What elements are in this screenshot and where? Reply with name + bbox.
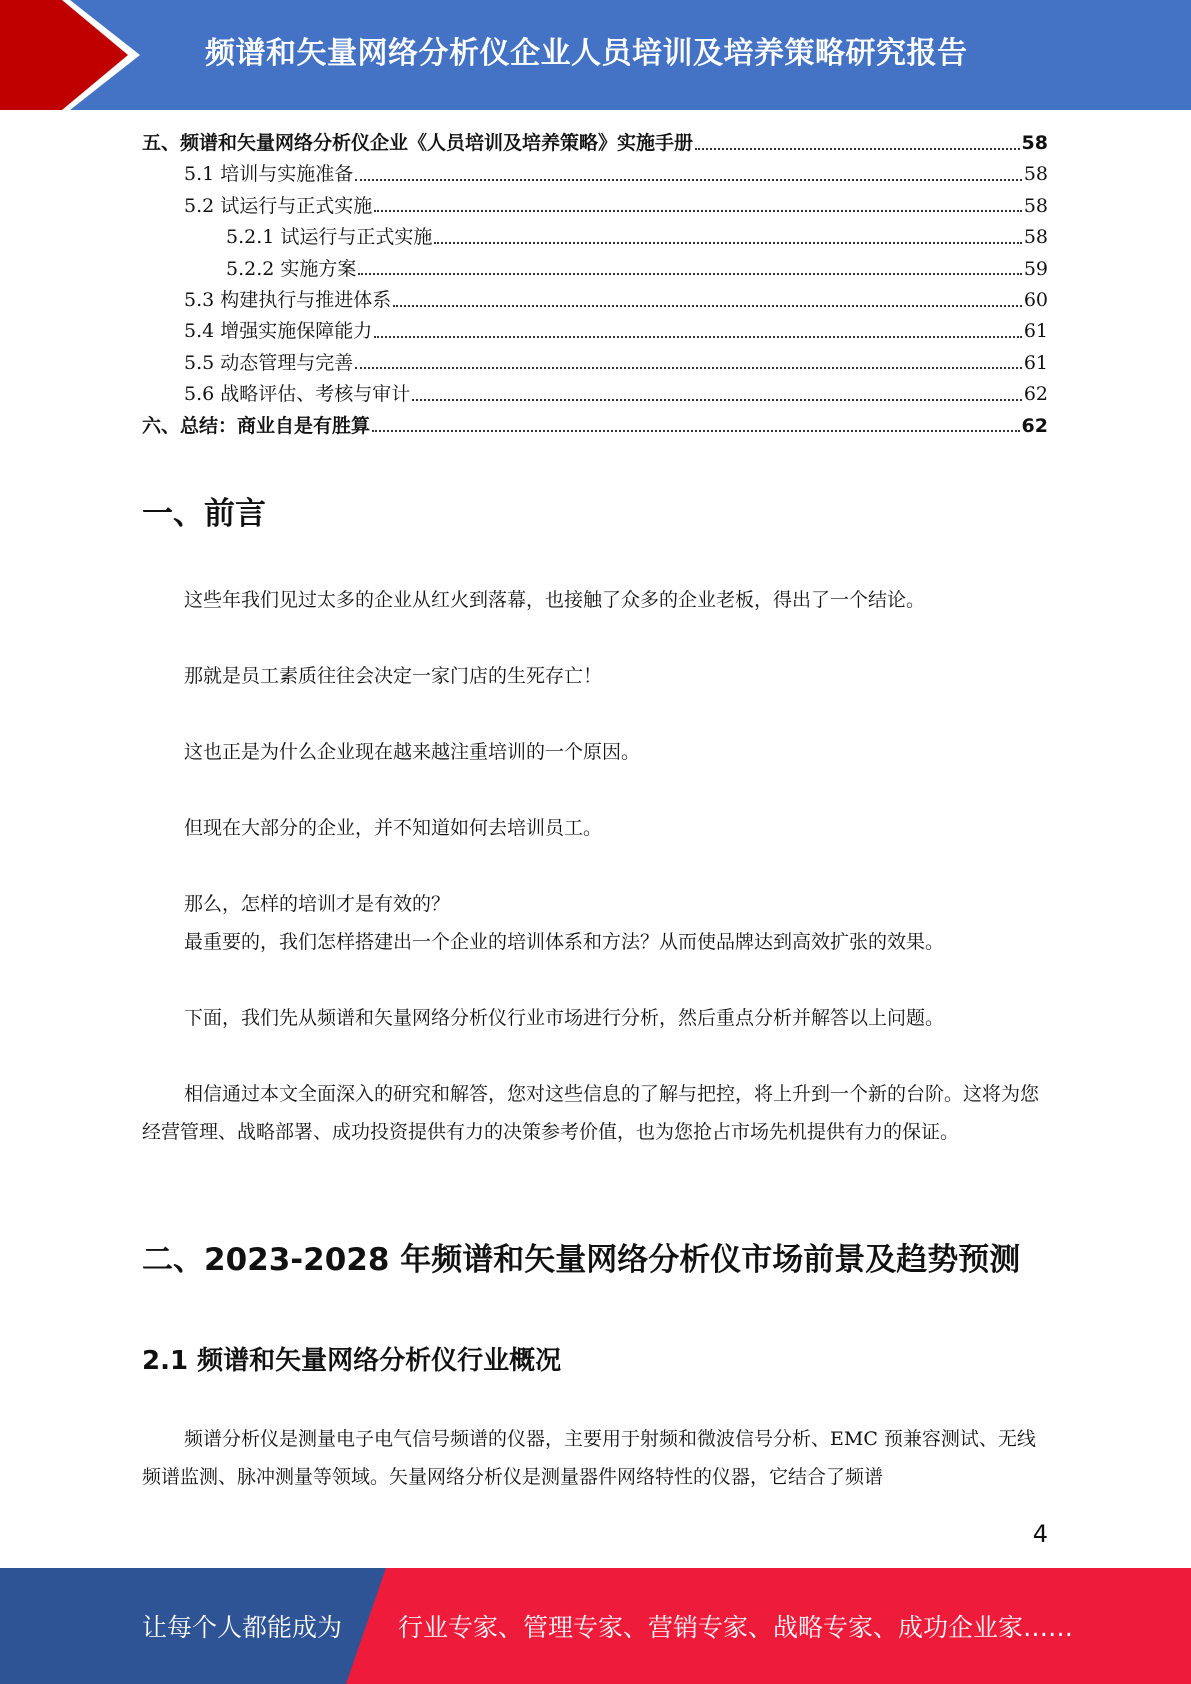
toc-leader-dots — [374, 336, 1022, 338]
toc-entry[interactable] — [142, 379, 1048, 410]
toc-entry-label: 5.2.1 试运行与正式实施 — [226, 226, 433, 249]
toc-entry-page: 61 — [1023, 351, 1048, 374]
page-number: 4 — [1032, 1520, 1048, 1548]
preface-paragraph: 这也正是为什么企业现在越来越注重培训的一个原因。 — [184, 741, 641, 763]
toc-entry[interactable] — [142, 285, 1048, 316]
overview-heading: 2.1 频谱和矢量网络分析仪行业概况 — [142, 1346, 562, 1376]
toc-entry-page: 62 — [1021, 414, 1048, 437]
toc-leader-dots — [434, 242, 1021, 244]
footer-slogan-right: 行业专家、管理专家、营销专家、战略专家、成功企业家…… — [398, 1613, 1074, 1642]
toc-entry-label: 六、总结：商业自是有胜算 — [142, 414, 371, 437]
toc-entry-page: 61 — [1023, 320, 1048, 343]
toc-entry-label: 5.1 培训与实施准备 — [184, 163, 354, 186]
toc-entry-label: 5.2.2 实施方案 — [226, 257, 357, 280]
toc-entry[interactable] — [142, 348, 1048, 379]
preface-paragraph: 但现在大部分的企业，并不知道如何去培训员工。 — [184, 817, 603, 839]
toc-entry[interactable] — [142, 222, 1048, 253]
toc-entry-label: 5.5 动态管理与完善 — [184, 351, 354, 374]
preface-paragraph: 这些年我们见过太多的企业从红火到落幕，也接触了众多的企业老板，得出了一个结论。 — [184, 589, 926, 611]
toc-entry-label: 5.3 构建执行与推进体系 — [184, 288, 392, 311]
preface-paragraph: 那就是员工素质往往会决定一家门店的生死存亡！ — [184, 665, 603, 687]
toc-leader-dots — [695, 148, 1020, 150]
footer-slogan-left: 让每个人都能成为 — [142, 1613, 343, 1642]
market-heading: 二、2023-2028 年频谱和矢量网络分析仪市场前景及趋势预测 — [142, 1242, 1021, 1278]
toc-entry-label: 5.6 战略评估、考核与审计 — [184, 383, 411, 406]
overview-paragraph: 频谱分析仪是测量电子电气信号频谱的仪器，主要用于射频和微波信号分析、EMC 预兼容测试、无线频谱监测、脉冲测量等领域。矢量网络分析仪是测量器件网络特性的仪器，它结合了频谱 — [142, 1428, 1036, 1488]
toc-entry[interactable] — [142, 128, 1048, 159]
preface-paragraph: 最重要的，我们怎样搭建出一个企业的培训体系和方法？从而使品牌达到高效扩张的效果。 — [184, 931, 945, 953]
toc-entry-page: 60 — [1023, 288, 1048, 311]
preface-heading: 一、前言 — [142, 496, 266, 532]
toc-entry[interactable] — [142, 191, 1048, 222]
toc-entry[interactable] — [142, 316, 1048, 347]
toc-leader-dots — [372, 430, 1020, 432]
page-footer — [0, 1568, 1191, 1684]
toc-entry-page: 58 — [1023, 163, 1048, 186]
toc-entry[interactable] — [142, 254, 1048, 285]
toc-entry[interactable] — [142, 411, 1048, 442]
toc-leader-dots — [412, 399, 1022, 401]
preface-paragraph: 那么，怎样的培训才是有效的？ — [184, 893, 451, 915]
table-of-contents — [142, 128, 1048, 442]
toc-entry-page: 59 — [1023, 257, 1048, 280]
toc-leader-dots — [355, 367, 1022, 369]
toc-leader-dots — [355, 179, 1022, 181]
toc-entry-page: 58 — [1023, 194, 1048, 217]
toc-leader-dots — [393, 305, 1022, 307]
toc-entry-label: 五、频谱和矢量网络分析仪企业《人员培训及培养策略》实施手册 — [142, 132, 694, 154]
toc-entry[interactable] — [142, 159, 1048, 190]
toc-leader-dots — [358, 273, 1021, 275]
header-arrow-icon — [0, 0, 160, 110]
preface-paragraph: 相信通过本文全面深入的研究和解答，您对这些信息的了解与把控，将上升到一个新的台阶。这将为您经营管理、战略部署、成功投资提供有力的决策参考价值，也为您抢占市场先机提供有力的保证。 — [142, 1083, 1040, 1143]
preface-paragraph: 下面，我们先从频谱和矢量网络分析仪行业市场进行分析，然后重点分析并解答以上问题。 — [184, 1007, 945, 1029]
toc-entry-label: 5.4 增强实施保障能力 — [184, 320, 373, 343]
toc-entry-page: 62 — [1023, 383, 1048, 406]
toc-entry-page: 58 — [1023, 226, 1048, 249]
header-title: 频谱和矢量网络分析仪企业人员培训及培养策略研究报告 — [205, 36, 968, 71]
page-header — [0, 0, 1191, 110]
toc-entry-page: 58 — [1021, 132, 1048, 154]
toc-leader-dots — [374, 210, 1022, 212]
toc-entry-label: 5.2 试运行与正式实施 — [184, 194, 373, 217]
